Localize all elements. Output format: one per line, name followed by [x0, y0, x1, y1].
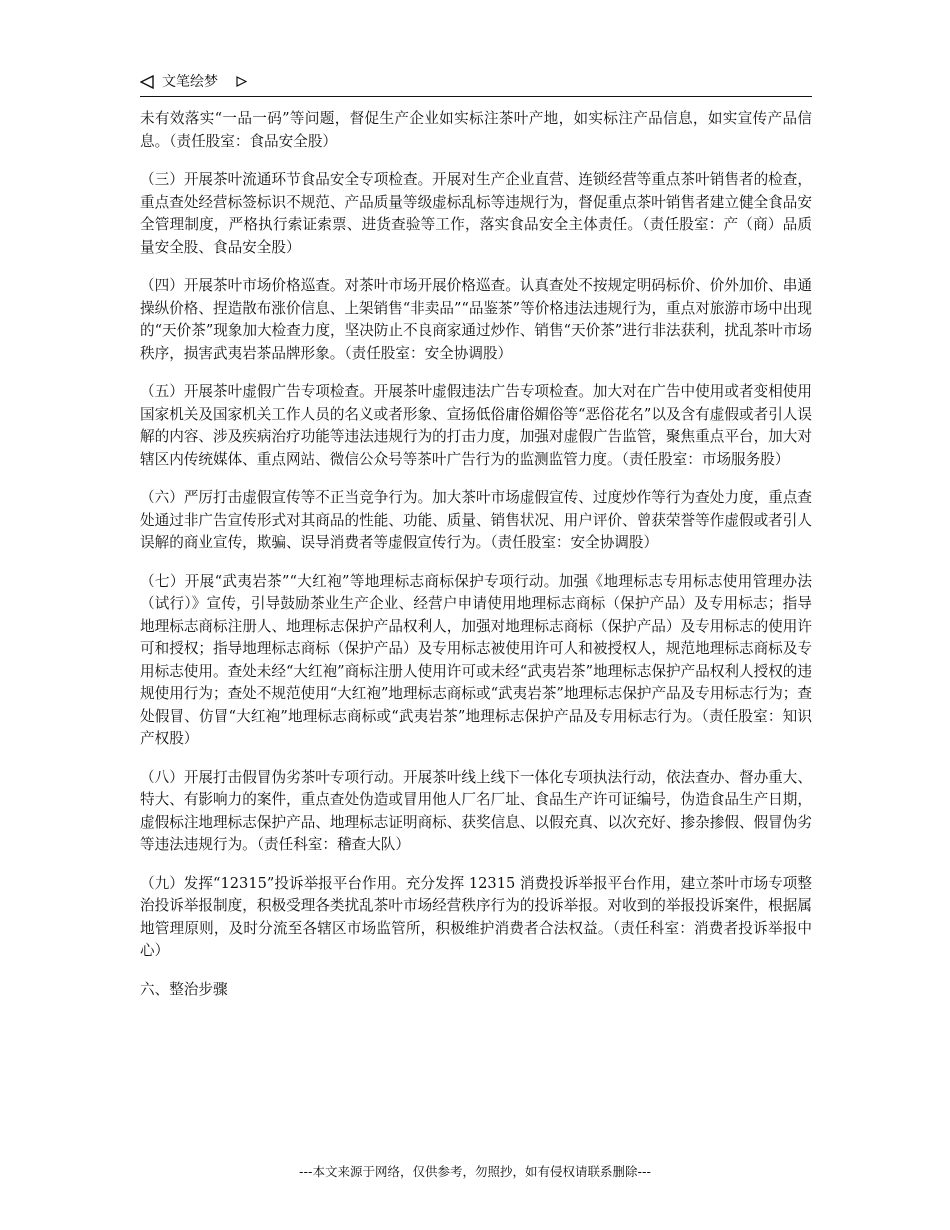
triangle-left-icon	[140, 75, 154, 89]
triangle-right-icon	[236, 76, 247, 87]
section-heading: 六、整治步骤	[140, 980, 228, 998]
paragraph-item-4: （四）开展茶叶市场价格巡查。对茶叶市场开展价格巡查。认真查处不按规定明码标价、价外加价、串通操纵价格、捏造散布涨价信息、上架销售“非卖品”“品鉴茶”等价格违法违规行为，重点对旅游市场中出现的“天价茶”现象加大检查力度，坚决防止不良商家通过炒作、销售“天价茶”进行非法获利，扰乱茶叶市场秩序，损害武夷岩茶品牌形象。（责任股室：安全协调股）	[140, 277, 812, 362]
paragraph-item-8: （八）开展打击假冒伪劣茶叶专项行动。开展茶叶线上线下一体化专项执法行动，依法查办、督办重大、特大、有影响力的案件，重点查处伪造或冒用他人厂名厂址、食品生产许可证编号，伪造食品生产日期，虚假标注地理标志保护产品、地理标志证明商标、获奖信息、以假充真、以次充好、掺杂掺假、假冒伪劣等违法违规行为。（责任科室：稽查大队）	[140, 768, 812, 853]
paragraph-item-7: （七）开展“武夷岩茶”“大红袍”等地理标志商标保护专项行动。加强《地理标志专用标志使用管理办法（试行）》宣传，引导鼓励茶业生产企业、经营户申请使用地理标志商标（保护产品）及专用标志；指导地理标志商标注册人、地理标志保护产品权利人，加强对地理标志商标（保护产品）及专用标志的使用许可和授权；指导地理标志商标（保护产品）及专用标志被使用许可人和被授权人，规范地理标志商标及专用标志使用。查处未经“大红袍”商标注册人使用许可或未经“武夷岩茶”地理标志保护产品权利人授权的违规使用行为；查处不规范使用“大红袍”地理标志商标或“武夷岩茶”地理标志保护产品及专用标志行为；查处假冒、仿冒“大红袍”地理标志商标或“武夷岩茶”地理标志保护产品及专用标志行为。（责任股室：知识产权股）	[140, 572, 812, 747]
footer-notice: ---本文来源于网络，仅供参考，勿照抄，如有侵权请联系删除---	[298, 1164, 652, 1179]
paragraph-item-3: （三）开展茶叶流通环节食品安全专项检查。开展对生产企业直营、连锁经营等重点茶叶销售者的检查，重点查处经营标签标识不规范、产品质量等级虚标乱标等违规行为，督促重点茶叶销售者建立健全食品安全管理制度，严格执行索证索票、进货查验等工作，落实食品安全主体责任。（责任股室：产（商）品质量安全股、食品安全股）	[140, 171, 812, 256]
page-header	[140, 68, 812, 97]
paragraph-item-5: （五）开展茶叶虚假广告专项检查。开展茶叶虚假违法广告专项检查。加大对在广告中使用或者变相使用国家机关及国家机关工作人员的名义或者形象、宣扬低俗庸俗媚俗等“恶俗花名”以及含有虚假或者引人误解的内容、涉及疾病治疗功能等违法违规行为的打击力度，加强对虚假广告监管，聚焦重点平台，加大对辖区内传统媒体、重点网站、微信公众号等茶叶广告行为的监测监管力度。（责任股室：市场服务股）	[140, 383, 812, 468]
paragraph-item-6: （六）严厉打击虚假宣传等不正当竞争行为。加大茶叶市场虚假宣传、过度炒作等行为查处力度，重点查处通过非广告宣传形式对其商品的性能、功能、质量、销售状况、用户评价、曾获荣誉等作虚假或者引人误解的商业宣传，欺骗、误导消费者等虚假宣传行为。（责任股室：安全协调股）	[140, 489, 812, 551]
document-body	[140, 108, 812, 1017]
paragraph-continuation: 未有效落实“一品一码”等问题，督促生产企业如实标注茶叶产地，如实标注产品信息，如实宣传产品信息。（责任股室：食品安全股）	[140, 110, 812, 150]
header-brand: 文笔绘梦	[162, 74, 218, 90]
paragraph-item-9: （九）发挥“12315”投诉举报平台作用。充分发挥 12315 消费投诉举报平台作用，建立茶叶市场专项整治投诉举报制度，积极受理各类扰乱茶叶市场经营秩序行为的投诉举报。对收到的举报投诉案件，根据属地管理原则，及时分流至各辖区市场监管所，积极维护消费者合法权益。（责任科室：消费者投诉举报中心）	[140, 874, 812, 959]
